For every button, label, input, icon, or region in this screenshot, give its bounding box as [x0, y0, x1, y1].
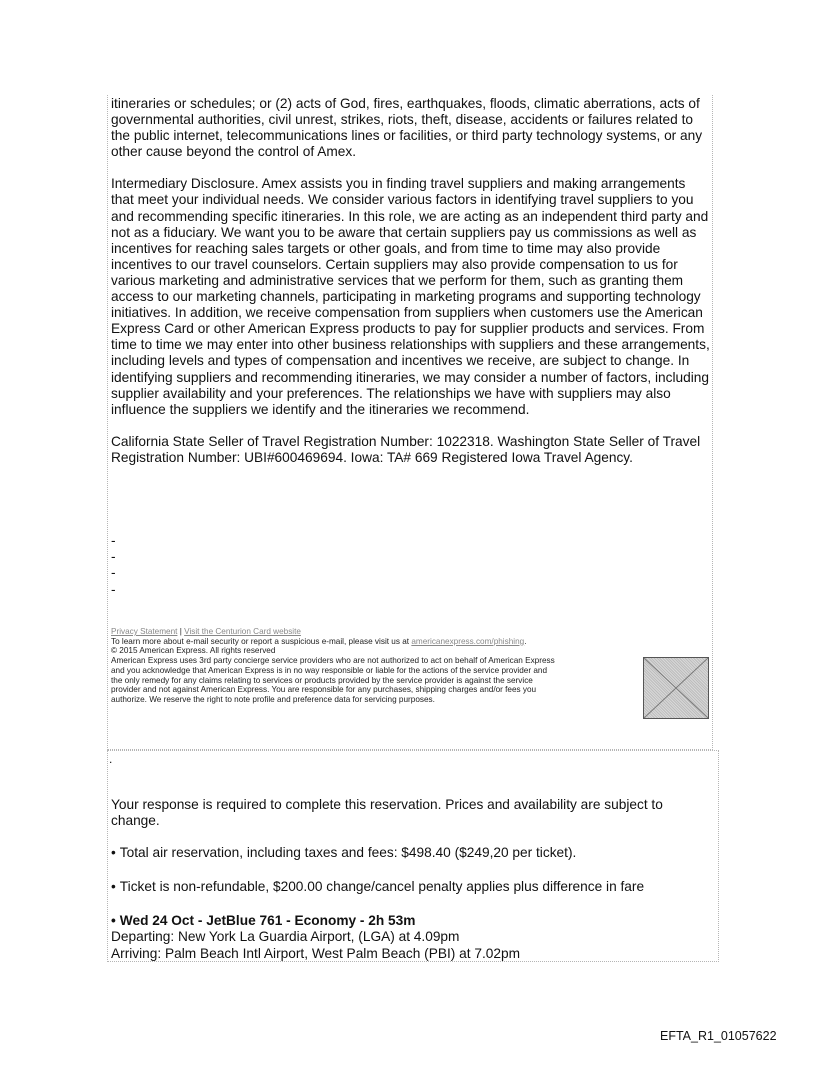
ticket-policy-item: [111, 879, 715, 895]
separator-dot: .: [109, 752, 113, 766]
reservation-details: [111, 797, 715, 962]
bullet: •: [111, 913, 116, 929]
phishing-link[interactable]: americanexpress.com/phishing: [411, 636, 525, 646]
disclosure-text: [111, 96, 711, 482]
broken-image-placeholder-icon: [643, 657, 709, 719]
copyright: © 2015 American Express. All rights reserved: [111, 646, 276, 656]
centurion-card-link[interactable]: Visit the Centurion Card website: [184, 627, 301, 636]
dash-list: [111, 533, 116, 598]
dash-item: -: [111, 581, 116, 597]
bullet: •: [111, 879, 116, 895]
ticket-policy-text: Ticket is non-refundable, $200.00 change/cancel penalty applies plus difference in fare: [119, 879, 645, 895]
disclaimer-line: the only remedy for any claims relating to services or products provided by the service provider is against the service: [111, 675, 533, 685]
bullet: •: [111, 845, 116, 861]
departing-line: Departing: New York La Guardia Airport, (LGA) at 4.09pm: [111, 929, 460, 945]
intermediary-disclosure-paragraph: Intermediary Disclosure. Amex assists you in finding travel suppliers and making arrangements that meet your individual needs. We consider various factors in identifying travel suppliers to you and recommending specific itineraries. In this role, we are acting as an independent third party and not as a fiduciary. We want you to be aware that certain suppliers pay us commissions as well as incentives for reaching sales targets or other goals, and from time to time may also provide incentives to our travel counselors. Certain suppliers may also provide compensation to us for various marketing and administrative services that we perform for them, such as granting them access to our marketing channels, participating in marketing programs and supporting technology initiatives. In addition, we receive compensation from suppliers when customers use the American Express Card or other American Express products to pay for supplier products and services. From time to time we may enter into other business relationships with suppliers and these arrangements, including levels and types of compensation and incentives we receive, are subject to change. In identifying suppliers and recommending itineraries, we may consider a number of factors, including supplier availability and your preferences. The relationships we have with suppliers may also influence the suppliers we identify and the itineraries we recommend.: [111, 176, 710, 417]
flight-title: [111, 913, 715, 929]
security-notice: [111, 637, 641, 647]
dash-item: -: [111, 549, 116, 565]
dash-item: -: [111, 565, 116, 581]
force-majeure-paragraph: itineraries or schedules; or (2) acts of God, fires, earthquakes, floods, climatic aberrations, acts of governmental authorities, civil unrest, strikes, riots, theft, disease, accidents or failures related to the public internet, telecommunications lines or facilities, or third party technology systems, or any other cause beyond the control of Amex.: [111, 96, 703, 160]
total-air-text: Total air reservation, including taxes and fees: $498.40 ($249,20 per ticket).: [119, 845, 577, 861]
response-notice: Your response is required to complete this reservation. Prices and availability are subject to change.: [111, 797, 663, 829]
disclaimer-line: American Express uses 3rd party concierge service providers who are not authorized to act on behalf of American Express: [111, 656, 555, 666]
privacy-statement-link[interactable]: Privacy Statement: [111, 627, 178, 636]
footer-links: [111, 627, 641, 637]
flight-title-text: Wed 24 Oct - JetBlue 761 - Economy - 2h 53m: [119, 913, 416, 929]
link-separator: |: [179, 627, 182, 636]
disclaimer-line: authorize. We reserve the right to note profile and preference data for servicing purposes.: [111, 694, 435, 704]
disclaimer-line: and you acknowledge that American Express is in no way responsible or liable for the actions of the service provider and: [111, 665, 547, 675]
dash-item: -: [111, 533, 116, 548]
registration-paragraph: California State Seller of Travel Registration Number: 1022318. Washington State Seller of Travel Registration Number: UBI#600469694. Iowa: TA# 669 Registered Iowa Travel Agency.: [111, 433, 701, 465]
security-period: .: [524, 636, 527, 646]
document-id: EFTA_R1_01057622: [660, 1029, 777, 1043]
arriving-line: Arriving: Palm Beach Intl Airport, West Palm Beach (PBI) at 7.02pm: [111, 945, 521, 961]
disclaimer-line: provider and not against American Express. You are responsible for any purchases, shipping charges and/or fees you: [111, 685, 537, 695]
email-footer: [111, 627, 641, 705]
security-text: To learn more about e-mail security or report a suspicious e-mail, please visit us at: [111, 636, 410, 646]
total-air-item: [111, 845, 715, 861]
